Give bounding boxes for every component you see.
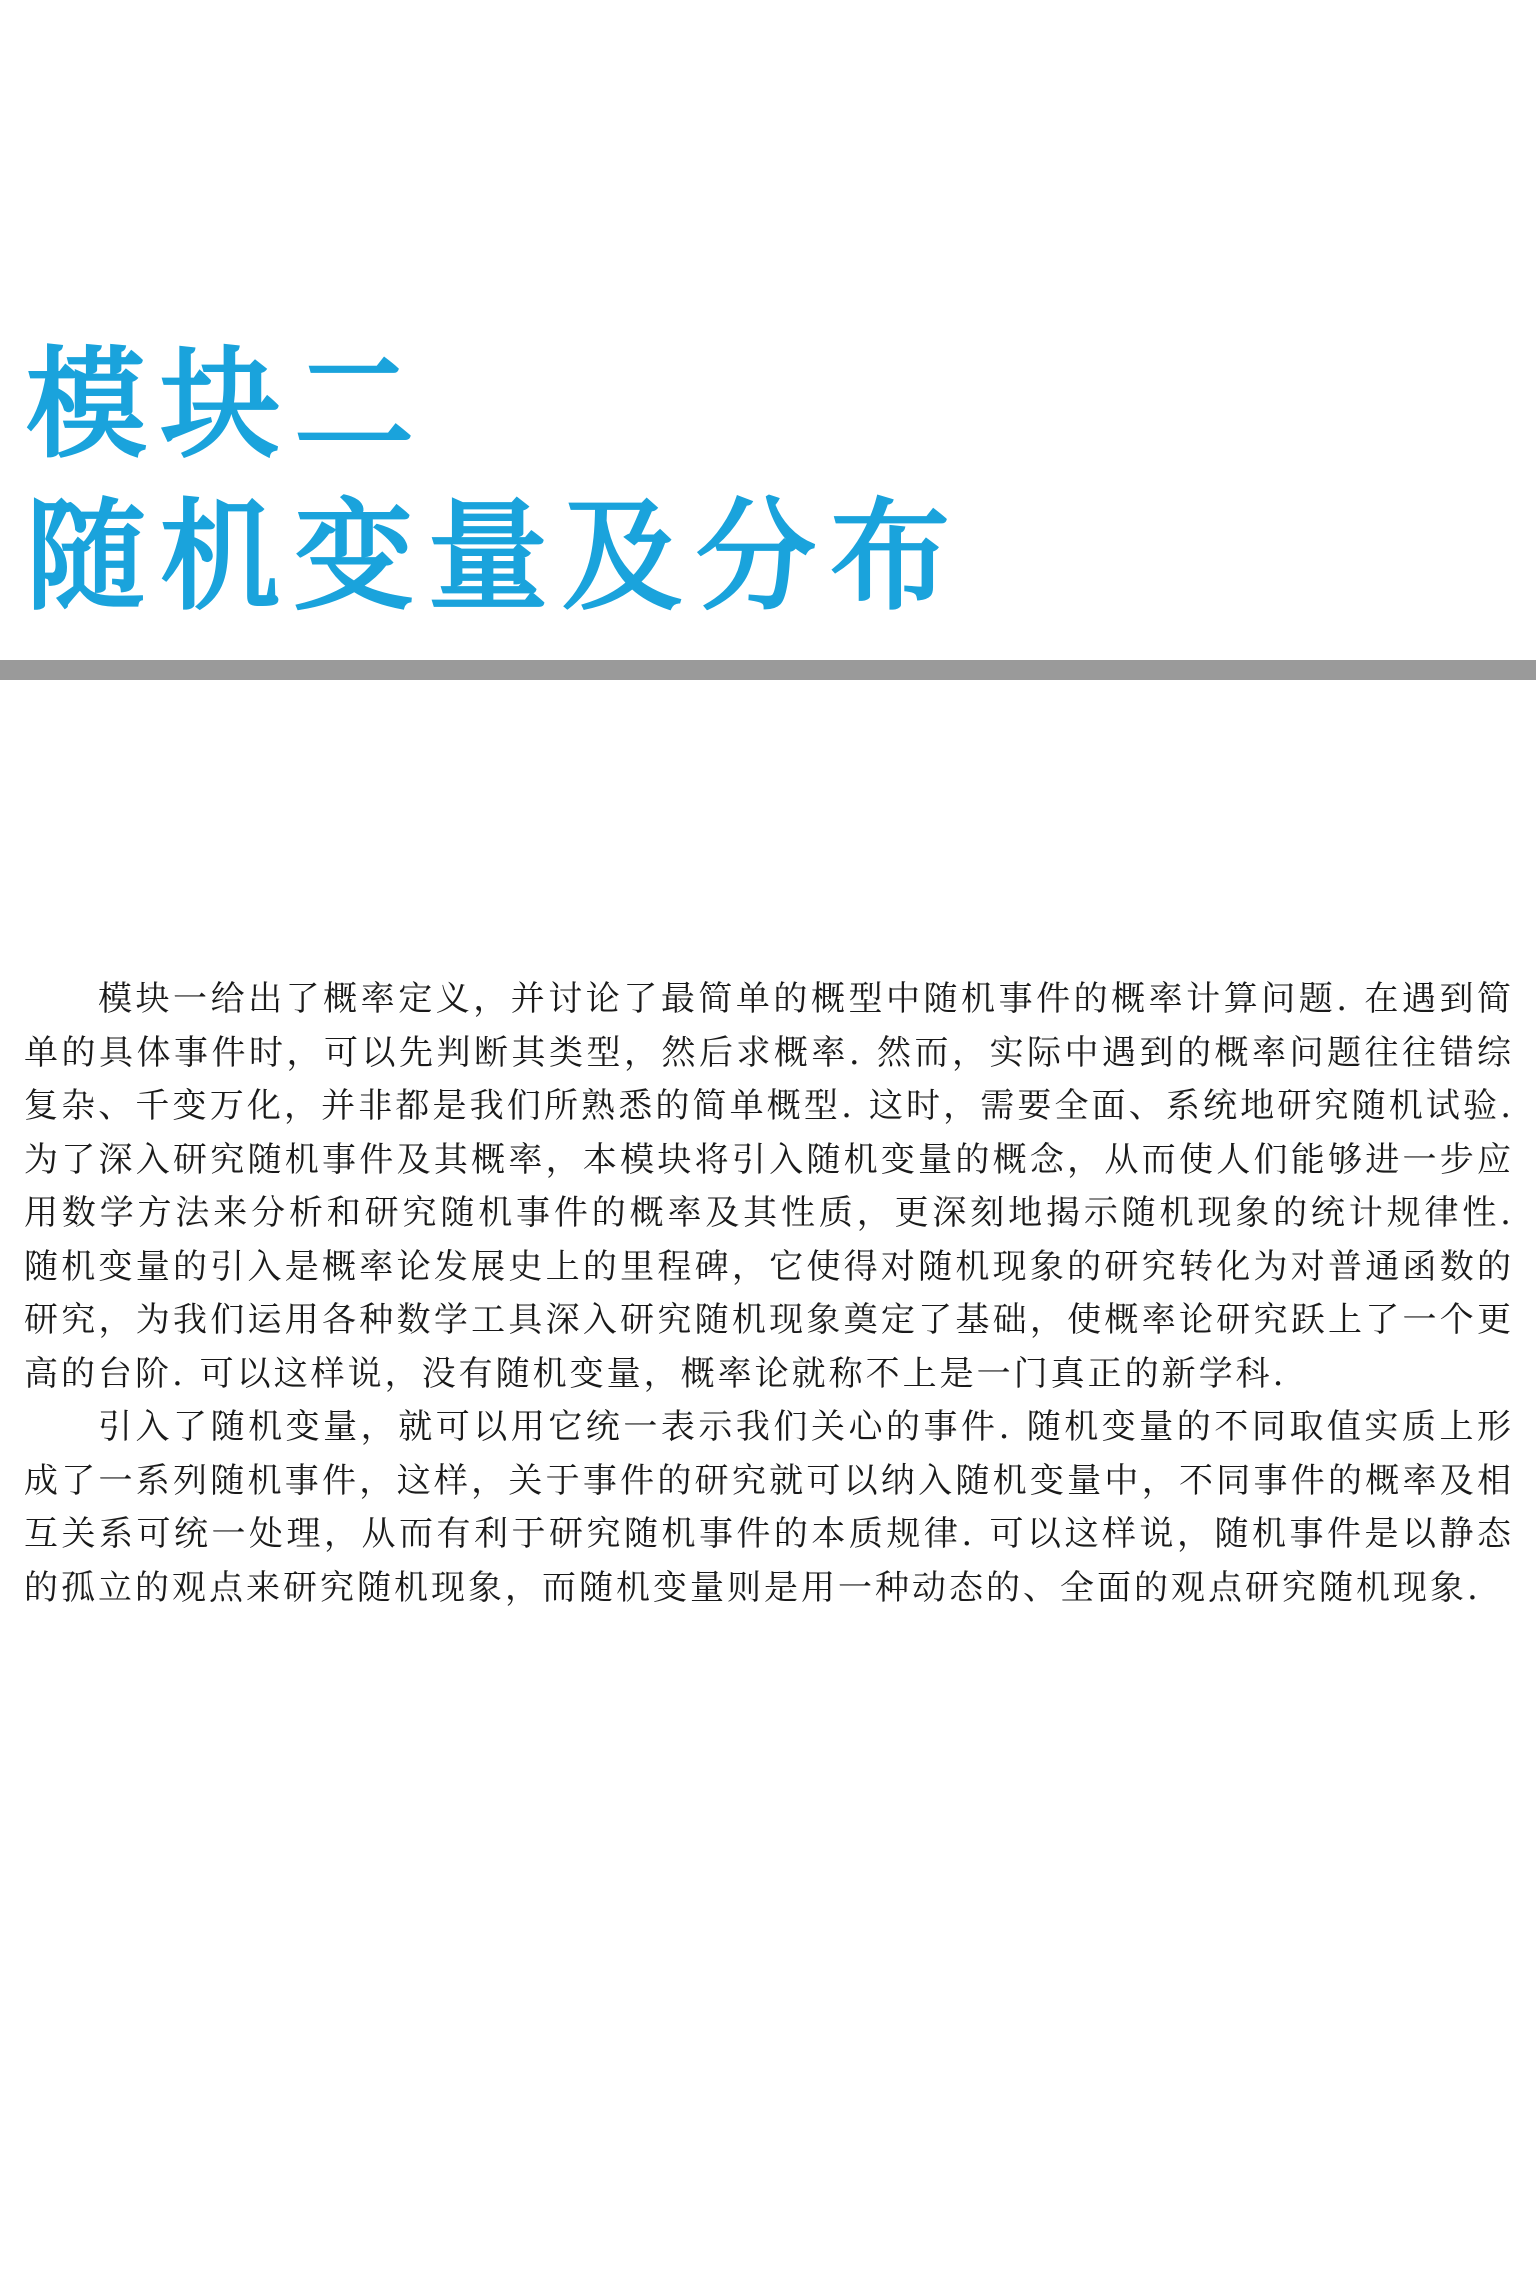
introduction-text bbox=[24, 973, 1514, 1615]
header-divider bbox=[0, 660, 1536, 680]
module-topic-heading: 随机变量及分布 bbox=[26, 488, 964, 627]
paragraph: 引入了随机变量，就可以用它统一表示我们关心的事件. 随机变量的不同取值实质上形成了一系列随机事件，这样，关于事件的研究就可以纳入随机变量中，不同事件的概率及相互关系可统一处理，从而有利于研究随机事件的本质规律. 可以这样说，随机事件是以静态的孤立的观点来研究随机现象，而随机变量则是用一种动态的、全面的观点研究随机现象. bbox=[24, 1407, 1514, 1608]
module-number-heading: 模块二 bbox=[26, 336, 428, 475]
paragraph: 模块一给出了概率定义，并讨论了最简单的概型中随机事件的概率计算问题. 在遇到简单的具体事件时，可以先判断其类型，然后求概率. 然而，实际中遇到的概率问题往往错综复杂、千变万化，并非都是我们所熟悉的简单概型. 这时，需要全面、系统地研究随机试验. 为了深入研究随机事件及其概率，本模块将引入随机变量的概念，从而使人们能够进一步应用数学方法来分析和研究随机事件的概率及其性质，更深刻地揭示随机现象的统计规律性. 随机变量的引入是概率论发展史上的里程碑，它使得对随机现象的研究转化为对普通函数的研究，为我们运用各种数学工具深入研究随机现象奠定了基础，使概率论研究跃上了一个更高的台阶. 可以这样说，没有随机变量，概率论就称不上是一门真正的新学科. bbox=[24, 979, 1514, 1394]
module-title bbox=[26, 330, 964, 634]
